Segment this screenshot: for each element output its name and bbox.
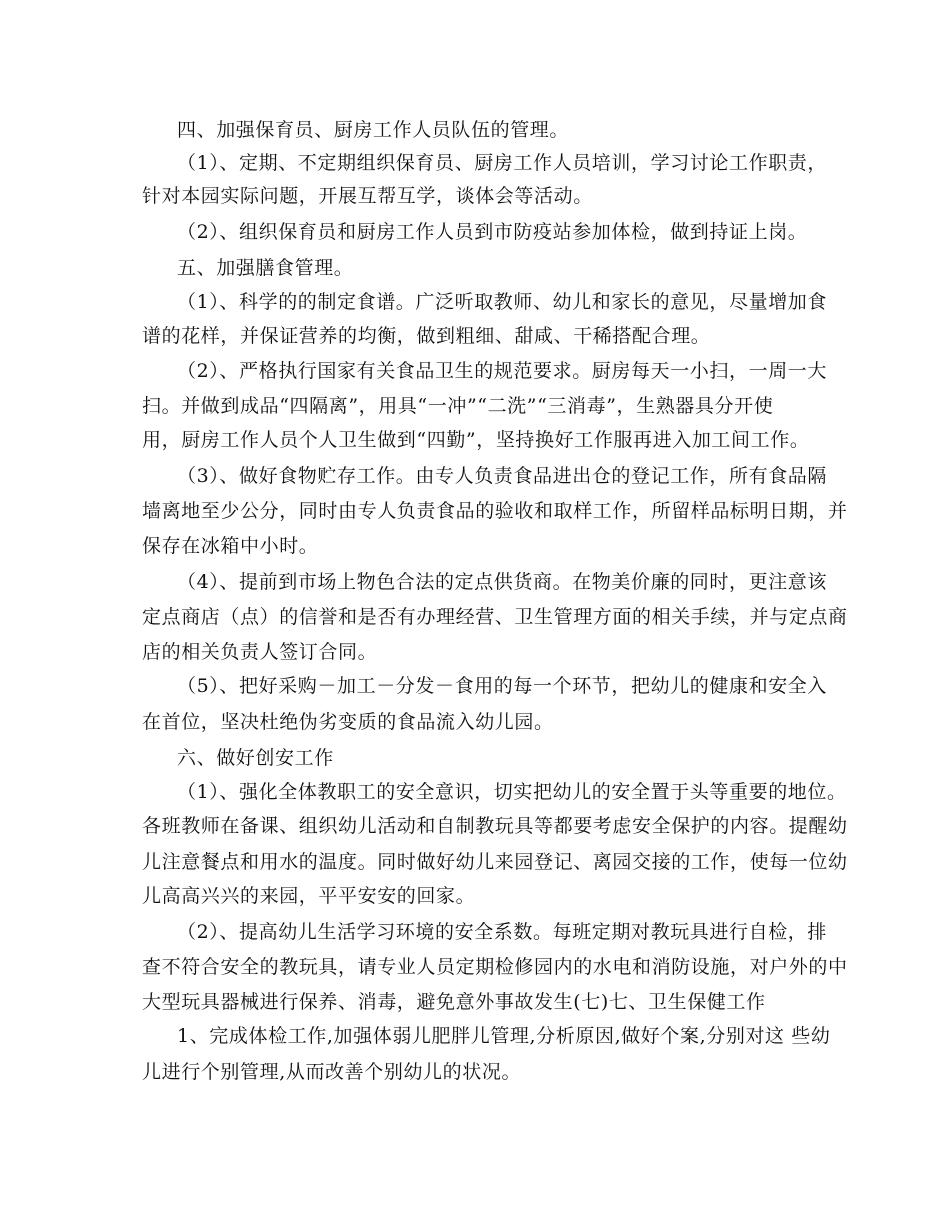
section-heading-4: 四、加强保育员、厨房工作人员队伍的管理。 [177,119,570,141]
paragraph-line: 1、完成体检工作,加强体弱儿肥胖儿管理,分析原因,做好个案,分别对这 些幼 [177,1025,831,1047]
paragraph-line: （1）、科学的的制定食谱。广泛听取教师、幼儿和家长的意见，尽量增加食 [177,291,827,313]
paragraph-line: （1）、强化全体教职工的安全意识，切实把幼儿的安全置于头等重要的地位。 [177,781,847,803]
paragraph-line: 儿进行个别管理,从而改善个别幼儿的状况。 [142,1061,522,1083]
paragraph-line: 大型玩具器械进行保养、消毒，避免意外事故发生(七)七、卫生保健工作 [142,991,766,1013]
paragraph-line: 针对本园实际问题，开展互帮互学，谈体会等活动。 [142,185,593,207]
paragraph-line: 查不符合安全的教玩具，请专业人员定期检修园内的水电和消防设施，对户外的中 [142,956,848,978]
paragraph-line: （2）、严格执行国家有关食品卫生的规范要求。厨房每天一小扫，一周一大 [177,360,827,382]
paragraph-line: 扫。并做到成品“四隔离”，用具“一冲”“二洗”“三消毒”，生熟器具分开使 [142,395,774,417]
paragraph-line: 在首位，坚决杜绝伪劣变质的食品流入幼儿园。 [142,711,554,733]
paragraph-line: （3）、做好食物贮存工作。由专人负责食品进出仓的登记工作，所有食品隔 [177,465,827,487]
paragraph-line: 儿高高兴兴的来园，平平安安的回家。 [142,885,476,907]
paragraph-line: 谱的花样，并保证营养的均衡，做到粗细、甜咸、干稀搭配合理。 [142,325,711,347]
paragraph-line: 店的相关负责人签订合同。 [142,641,378,663]
paragraph-line: （2）、组织保育员和厨房工作人员到市防疫站参加体检，做到持证上岗。 [177,221,808,243]
paragraph-line: 定点商店（点）的信誉和是否有办理经营、卫生管理方面的相关手续，并与定点商 [142,606,848,628]
paragraph-line: 保存在冰箱中小时。 [142,535,319,557]
paragraph-line: 儿注意餐点和用水的温度。同时做好幼儿来园登记、离园交接的工作，使每一位幼 [142,851,848,873]
section-heading-5: 五、加强膳食管理。 [177,257,354,279]
paragraph-line: （2）、提高幼儿生活学习环境的安全系数。每班定期对教玩具进行自检，排 [177,921,827,943]
paragraph-line: 各班教师在备课、组织幼儿活动和自制教玩具等都要考虑安全保护的内容。提醒幼 [142,815,848,837]
paragraph-line: （5）、把好采购－加工－分发－食用的每一个环节，把幼儿的健康和安全入 [177,675,827,697]
paragraph-line: 墙离地至少公分，同时由专人负责食品的验收和取样工作，所留样品标明日期，并 [142,500,848,522]
paragraph-line: 用，厨房工作人员个人卫生做到“四勤”，坚持换好工作服再进入加工间工作。 [142,429,810,451]
section-heading-6: 六、做好创安工作 [177,747,334,769]
paragraph-line: （4）、提前到市场上物色合法的定点供货商。在物美价廉的同时，更注意该 [177,571,827,593]
paragraph-line: （1）、定期、不定期组织保育员、厨房工作人员培训，学习讨论工作职责， [177,152,827,174]
